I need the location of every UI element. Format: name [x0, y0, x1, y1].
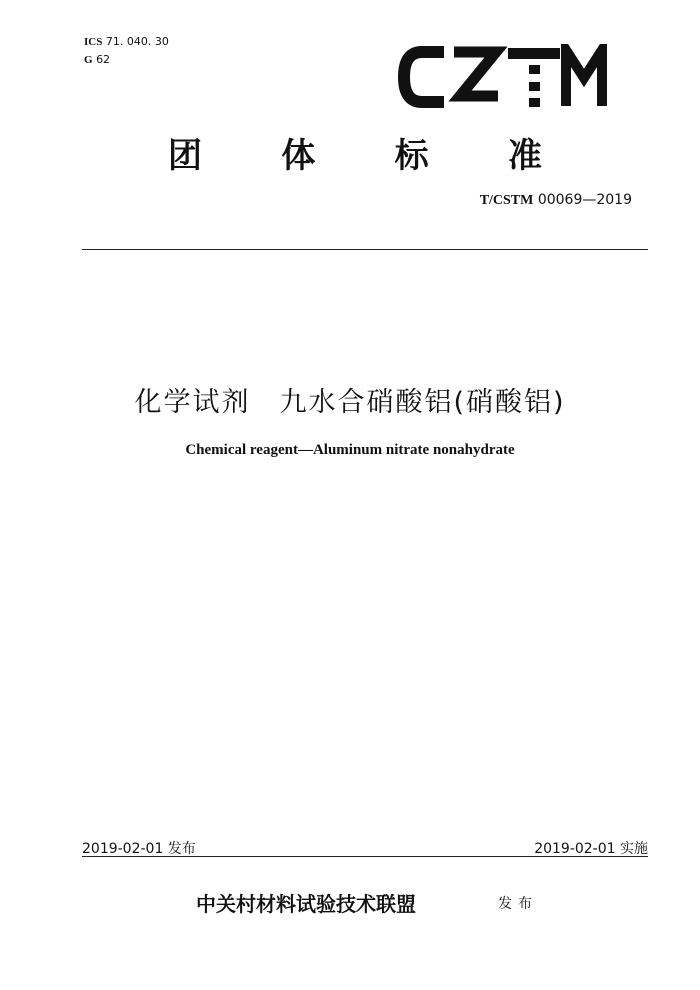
standard-code-prefix: T/CSTM: [479, 193, 534, 208]
standard-code: [480, 192, 632, 209]
ccs-line: [84, 51, 169, 69]
standard-type-char: 体: [281, 136, 316, 176]
ics-code: 71. 040. 30: [105, 35, 169, 48]
standard-type: [120, 128, 590, 178]
standard-code-number: 00069—2019: [537, 192, 632, 208]
publish-date: 2019-02-01 发布: [82, 841, 196, 857]
standard-type-char: 标: [394, 136, 429, 176]
cstm-logo: [398, 44, 616, 110]
issuer-suffix: 发布: [498, 896, 538, 912]
ccs-label: G: [84, 54, 93, 66]
title-chinese: 化学试剂 九水合硝酸铝(硝酸铝): [134, 387, 566, 418]
ics-line: [84, 33, 169, 51]
ccs-code: 62: [96, 53, 111, 66]
standard-type-char: 团: [168, 136, 202, 176]
effective-date: 2019-02-01 实施: [534, 841, 648, 857]
standard-type-char: 准: [507, 136, 542, 176]
classification-block: [84, 33, 169, 69]
issuer-name: 中关村材料试验技术联盟: [196, 892, 416, 916]
header-divider: [82, 249, 648, 250]
footer-divider: [82, 856, 648, 857]
title-english: Chemical reagent—Aluminum nitrate nonahydrate: [185, 442, 515, 458]
ics-label: ICS: [84, 36, 103, 48]
